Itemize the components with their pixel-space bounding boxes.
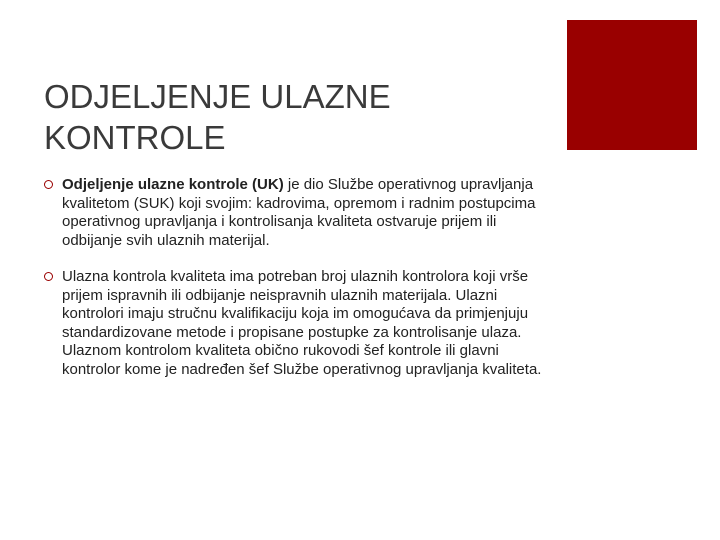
bullet-text: Ulazna kontrola kvaliteta ima potreban broj ulaznih kontrolora koji vrše prijem ispravnih ili odbijanje neispravnih ulaznih materijala. Ulazni kontrolori imaju stručnu kvalifikaciju koja im omogućava da primjenjuju standardizovane metode i propisane postupke za kontrolisanje ulaza. Ulaznom kontrolom kvaliteta obično rukovodi šef kontrole ili glavni kontrolor kome je nadređen šef Službe operativnog upravljanja kvaliteta. [62,268,542,378]
bullet-list [44,176,544,379]
bullet-text: je dio Službe operativnog upravljanja kvalitetom (SUK) koji svojim: kadrovima, opremom i radnim postupcima operativnog upravljanja i kontrolisanja kvaliteta ostvaruje prijem ili odbijanje svih ulaznih materijal. [62,176,536,249]
bullet-item-input-control [44,268,544,379]
bullet-item-uk-definition [44,176,544,250]
accent-color-block [567,20,697,150]
slide-title-line-2: KONTROLE [44,119,226,156]
slide-title-line-1: ODJELJENJE ULAZNE [44,78,391,115]
slide-title [44,76,544,158]
bullet-bold-lead: Odjeljenje ulazne kontrole (UK) [62,176,284,193]
hollow-circle-bullet-icon [44,272,53,281]
hollow-circle-bullet-icon [44,180,53,189]
